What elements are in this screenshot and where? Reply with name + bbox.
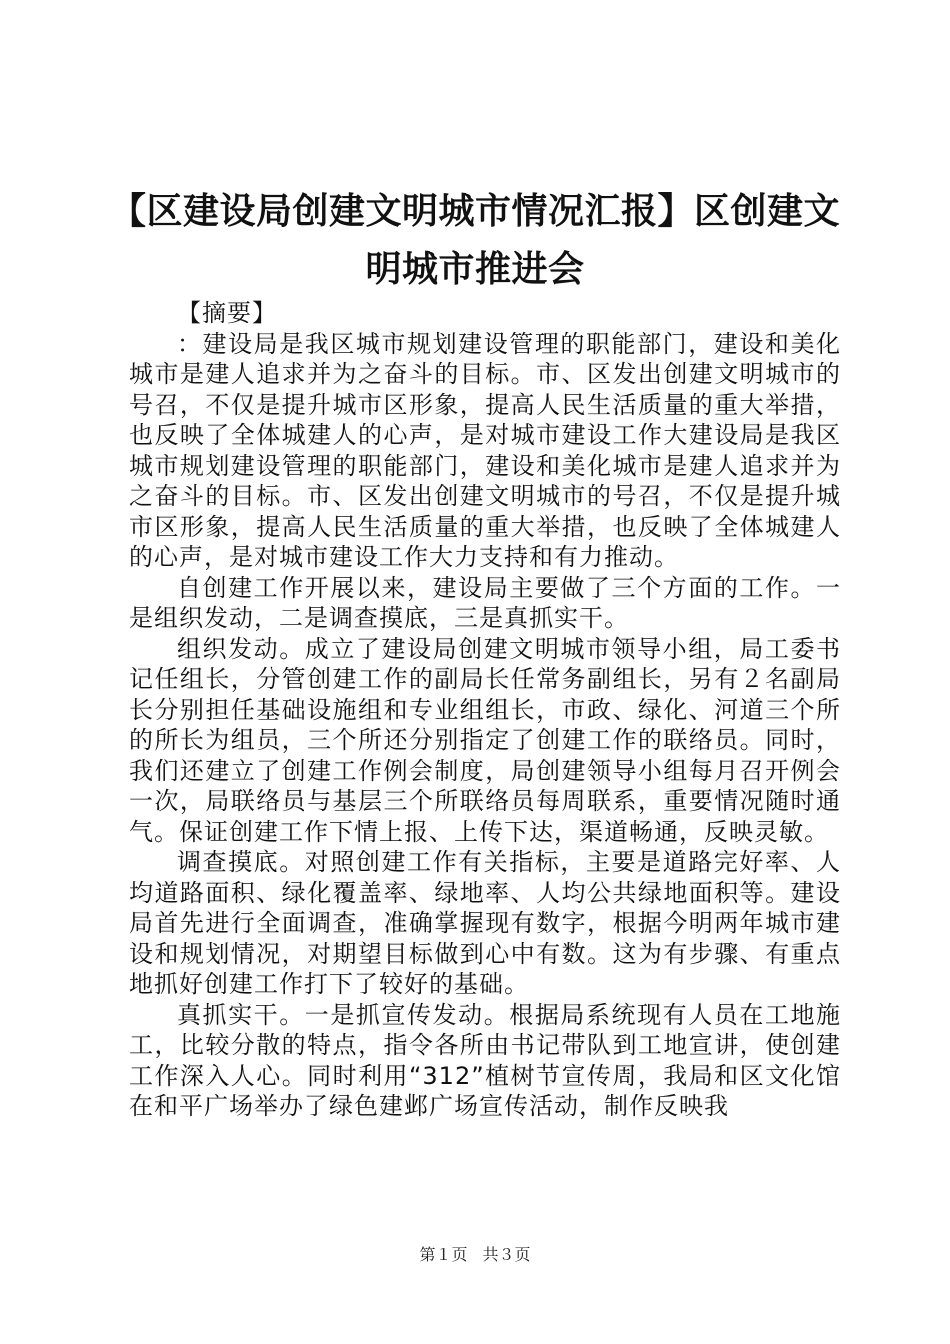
document-body: [129, 298, 841, 1122]
paragraph-overview: 自创建工作开展以来，建设局主要做了三个方面的工作。一是组织发动，二是调查摸底，三是真抓实干。: [129, 573, 841, 632]
abstract-label: 【摘要】: [177, 299, 277, 327]
page-total: 共３页: [482, 1245, 531, 1264]
page-footer: [0, 1242, 950, 1265]
page-number: 第１页: [419, 1245, 468, 1264]
paragraph-abstract: ：建设局是我区城市规划建设管理的职能部门，建设和美化城市是建人追求并为之奋斗的目标。市、区发出创建文明城市的号召，不仅是提升城市区形象，提高人民生活质量的重大举措，也反映了全体城建人的心声，是对城市建设工作大建设局是我区城市规划建设管理的职能部门，建设和美化城市是建人追求并为之奋斗的目标。市、区发出创建文明城市的号召，不仅是提升城市区形象，提高人民生活质量的重大举措，也反映了全体城建人的心声，是对城市建设工作大力支持和有力推动。: [129, 329, 841, 571]
paragraph-action: 真抓实干。一是抓宣传发动。根据局系统现有人员在工地施工，比较分散的特点，指令各所由书记带队到工地宣讲，使创建工作深入人心。同时利用“312”植树节宣传周，我局和区文化馆在和平广场举办了绿色建邺广场宣传活动，制作反映我: [129, 1000, 841, 1120]
document-title: 【区建设局创建文明城市情况汇报】区创建文明城市推进会: [110, 190, 841, 290]
paragraph-organize: 组织发动。成立了建设局创建文明城市领导小组，局工委书记任组长，分管创建工作的副局长任常务副组长，另有２名副局长分别担任基础设施组和专业组组长，市政、绿化、河道三个所的所长为组员，三个所还分别指定了创建工作的联络员。同时，我们还建立了创建工作例会制度，局创建领导小组每月召开例会一次，局联络员与基层三个所联络员每周联系，重要情况随时通气。保证创建工作下情上报、上传下达，渠道畅通，反映灵敏。: [129, 634, 841, 846]
paragraph-survey: 调查摸底。对照创建工作有关指标，主要是道路完好率、人均道路面积、绿化覆盖率、绿地率、人均公共绿地面积等。建设局首先进行全面调查，准确掌握现有数字，根据今明两年城市建设和规划情况，对期望目标做到心中有数。这为有步骤、有重点地抓好创建工作打下了较好的基础。: [129, 848, 841, 998]
